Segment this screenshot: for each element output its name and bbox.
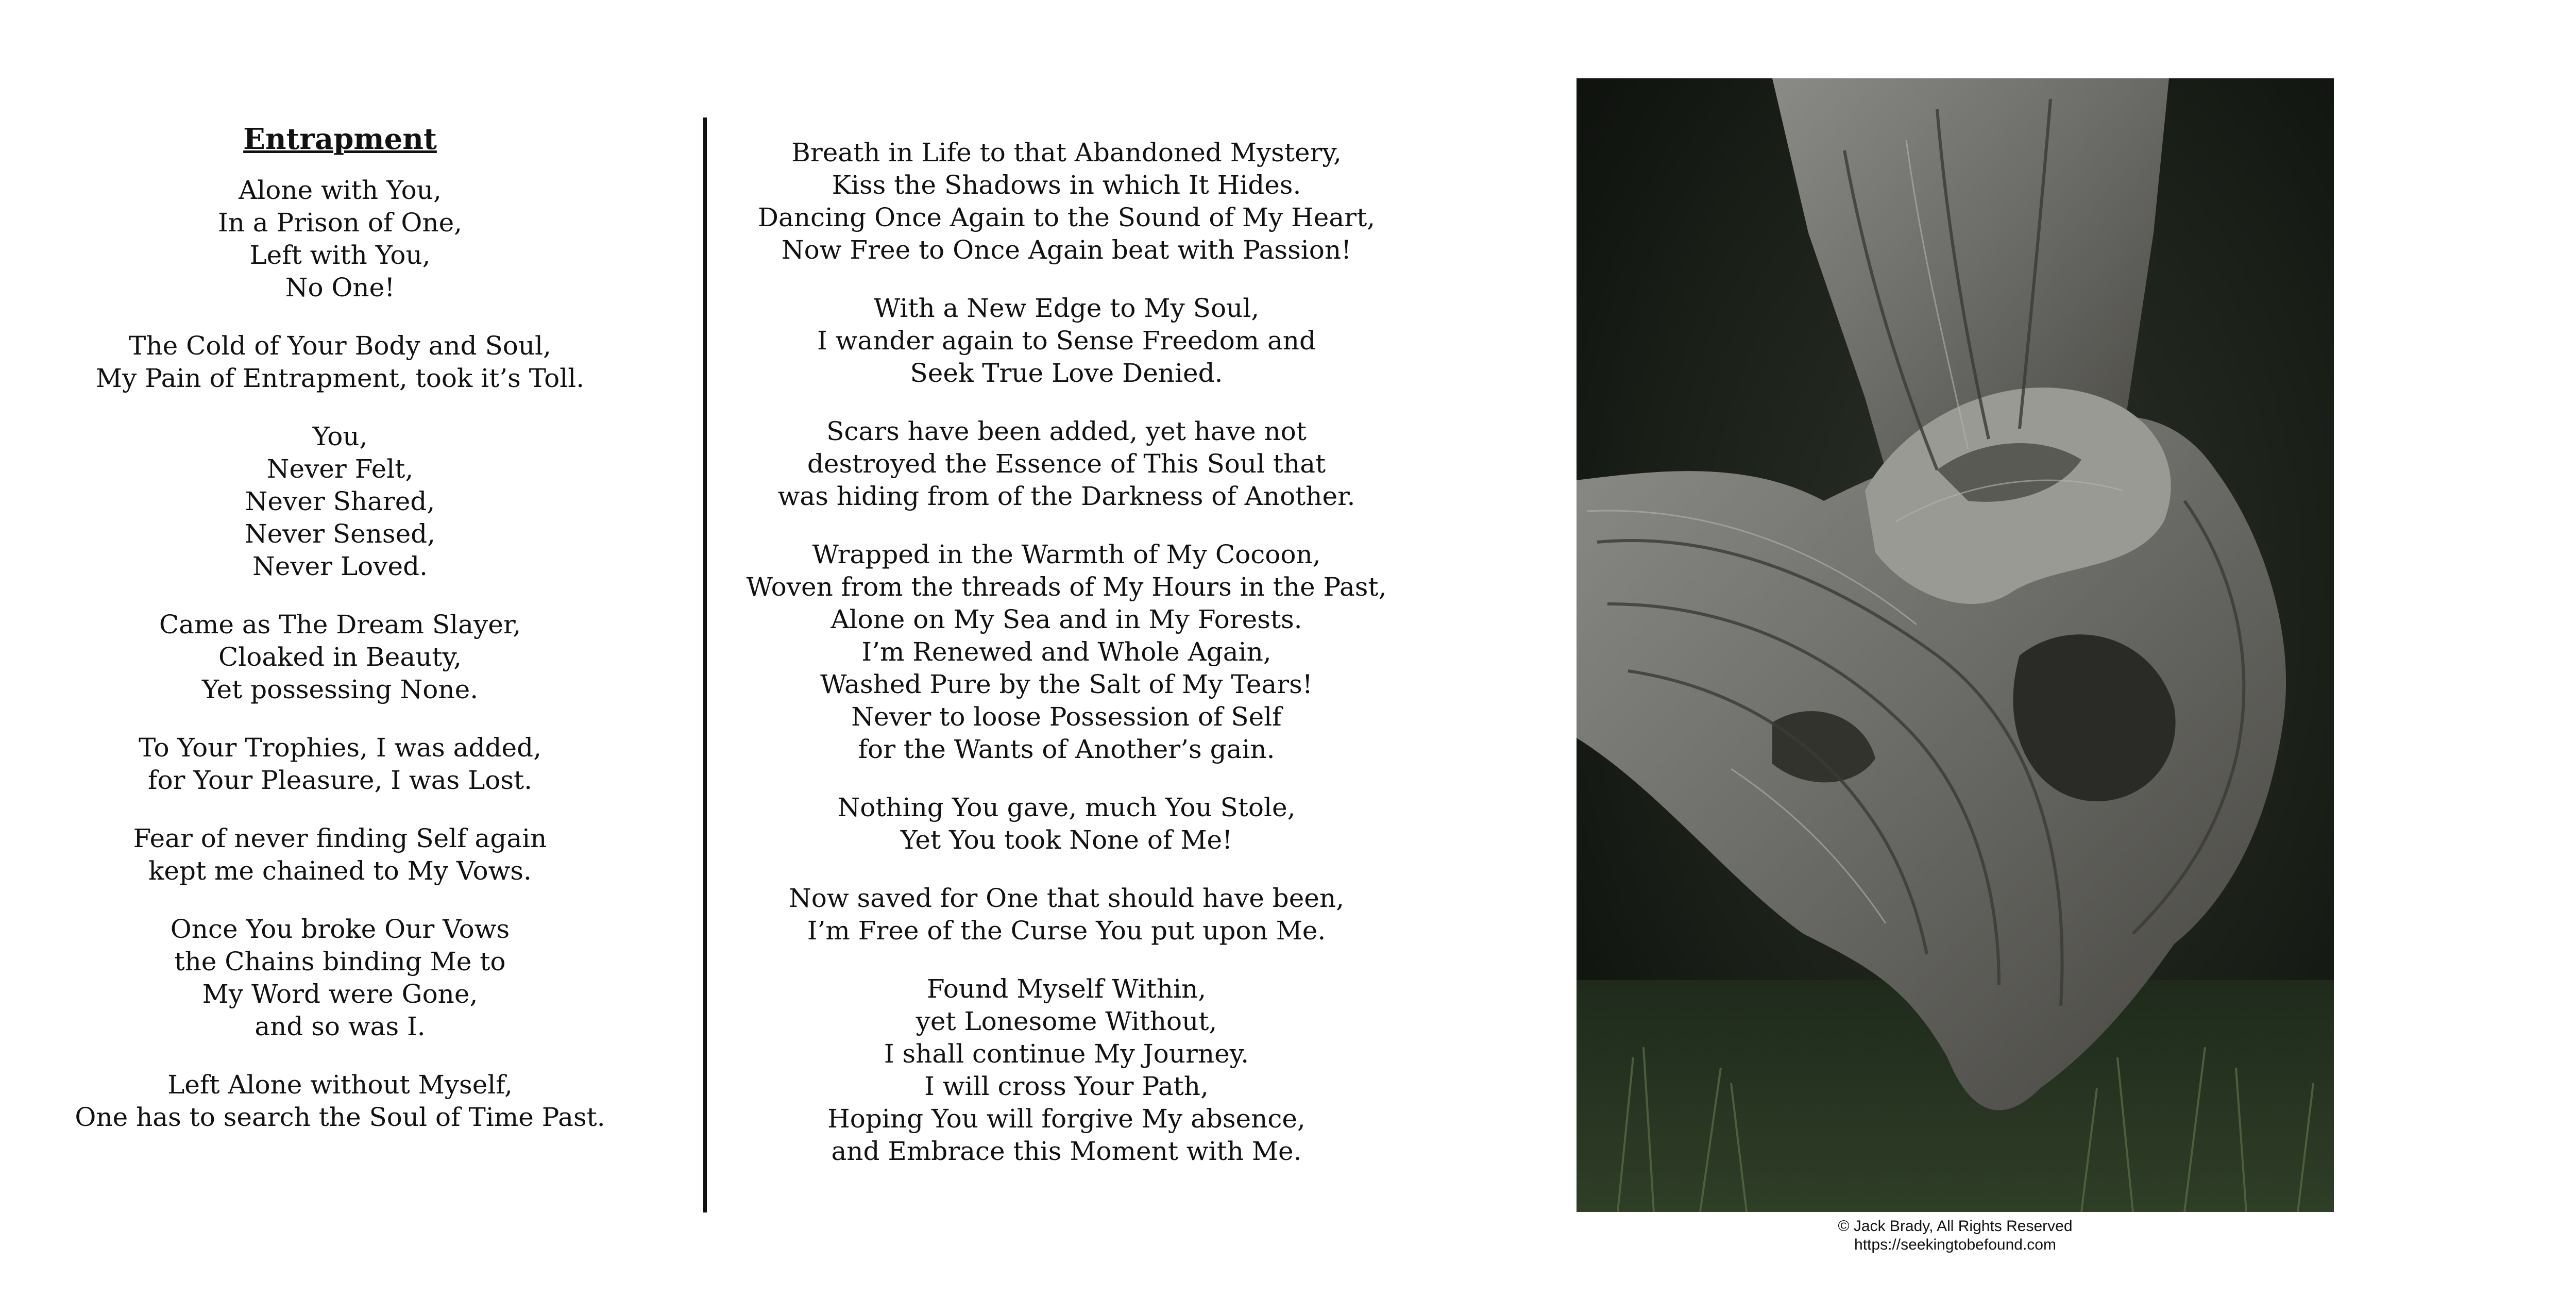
poem-line: Nothing You gave, much You Stole, — [837, 793, 1296, 822]
website-url[interactable]: https://seekingtobefound.com — [1854, 1236, 2056, 1253]
stanza — [52, 330, 629, 395]
poem-line: My Pain of Entrapment, took it’s Toll. — [95, 363, 585, 393]
poem-line: Scars have been added, yet have not — [826, 416, 1307, 446]
poem-line: and Embrace this Moment with Me. — [831, 1136, 1302, 1166]
stanza — [52, 913, 629, 1043]
poem-line: and so was I. — [255, 1012, 426, 1041]
poem-left-column — [52, 119, 629, 1159]
poem-line: Washed Pure by the Salt of My Tears! — [820, 669, 1313, 699]
left-stanzas — [52, 174, 629, 1134]
stanza — [52, 1069, 629, 1134]
poem-line: Alone on My Sea and in My Forests. — [831, 604, 1302, 634]
poem-line: My Word were Gone, — [202, 979, 478, 1009]
poem-line: Once You broke Our Vows — [170, 914, 510, 944]
poem-line: No One! — [285, 273, 395, 302]
poem-line: Left Alone without Myself, — [167, 1070, 513, 1100]
poem-line: Wrapped in the Warmth of My Cocoon, — [812, 540, 1321, 569]
copyright-text: © Jack Brady, All Rights Reserved — [1838, 1218, 2073, 1235]
poem-line: Kiss the Shadows in which It Hides. — [832, 170, 1301, 200]
stanza — [724, 791, 1409, 856]
poem-line: Never Loved. — [252, 551, 428, 581]
photo-caption — [1577, 1217, 2334, 1254]
stanza — [724, 882, 1409, 947]
poem-line: Alone with You, — [239, 175, 442, 205]
poem-right-column — [724, 137, 1409, 1193]
poem-line: Fear of never finding Self again — [133, 823, 547, 853]
poem-line: kept me chained to My Vows. — [148, 856, 532, 886]
poem-line: Left with You, — [249, 240, 431, 270]
poem-line: destroyed the Essence of This Soul that — [807, 449, 1326, 479]
stanza — [724, 292, 1409, 390]
column-divider — [703, 117, 707, 1212]
poem-line: I will cross Your Path, — [924, 1071, 1209, 1101]
stanza — [52, 732, 629, 797]
poem-title: Entrapment — [243, 122, 437, 156]
poem-line: In a Prison of One, — [217, 208, 463, 238]
stanza — [724, 415, 1409, 513]
poem-line: Yet possessing None. — [201, 675, 479, 704]
right-stanzas — [724, 137, 1409, 1168]
poem-line: Never Shared, — [245, 486, 435, 516]
poem-line: Never Sensed, — [244, 519, 436, 549]
stanza — [52, 822, 629, 887]
stanza — [52, 609, 629, 706]
poem-line: Yet You took None of Me! — [900, 825, 1233, 855]
poem-line: Never to loose Possession of Self — [851, 702, 1282, 732]
poem-line: The Cold of Your Body and Soul, — [129, 331, 551, 361]
poem-line: Breath in Life to that Abandoned Mystery, — [791, 138, 1342, 167]
poem-line: Hoping You will forgive My absence, — [827, 1104, 1306, 1134]
poem-line: Never Felt, — [266, 454, 414, 484]
poem-line: Seek True Love Denied. — [910, 358, 1223, 388]
poem-line: the Chains binding Me to — [174, 947, 506, 976]
poem-line: I’m Free of the Curse You put upon Me. — [807, 916, 1326, 946]
stanza — [724, 973, 1409, 1168]
poem-line: One has to search the Soul of Time Past. — [75, 1102, 605, 1132]
poem-line: I’m Renewed and Whole Again, — [861, 637, 1272, 667]
poem-line: To Your Trophies, I was added, — [139, 733, 541, 763]
poem-line: Found Myself Within, — [926, 974, 1207, 1004]
poem-line: Dancing Once Again to the Sound of My Heart, — [757, 203, 1376, 232]
stanza — [724, 137, 1409, 266]
poem-line: yet Lonesome Without, — [916, 1006, 1217, 1036]
driftwood-photo — [1577, 78, 2334, 1212]
poem-line: I wander again to Sense Freedom and — [817, 326, 1316, 356]
poem-line: Now Free to Once Again beat with Passion! — [781, 235, 1352, 265]
poem-line: Now saved for One that should have been, — [788, 883, 1344, 913]
poem-line: Woven from the threads of My Hours in the Past, — [746, 572, 1387, 602]
poem-line: I shall continue My Journey. — [884, 1039, 1249, 1069]
stanza — [724, 538, 1409, 766]
poem-line: for Your Pleasure, I was Lost. — [147, 765, 533, 795]
poem-line: You, — [312, 422, 368, 451]
poem-line: was hiding from of the Darkness of Another. — [777, 481, 1355, 511]
poem-line: for the Wants of Another’s gain. — [858, 734, 1275, 764]
poem-line: Cloaked in Beauty, — [218, 642, 462, 672]
weathered-driftwood-stump-icon — [1577, 78, 2334, 1212]
poem-line: With a New Edge to My Soul, — [873, 293, 1260, 323]
stanza — [52, 174, 629, 304]
poem-line: Came as The Dream Slayer, — [159, 610, 521, 639]
stanza — [52, 420, 629, 583]
